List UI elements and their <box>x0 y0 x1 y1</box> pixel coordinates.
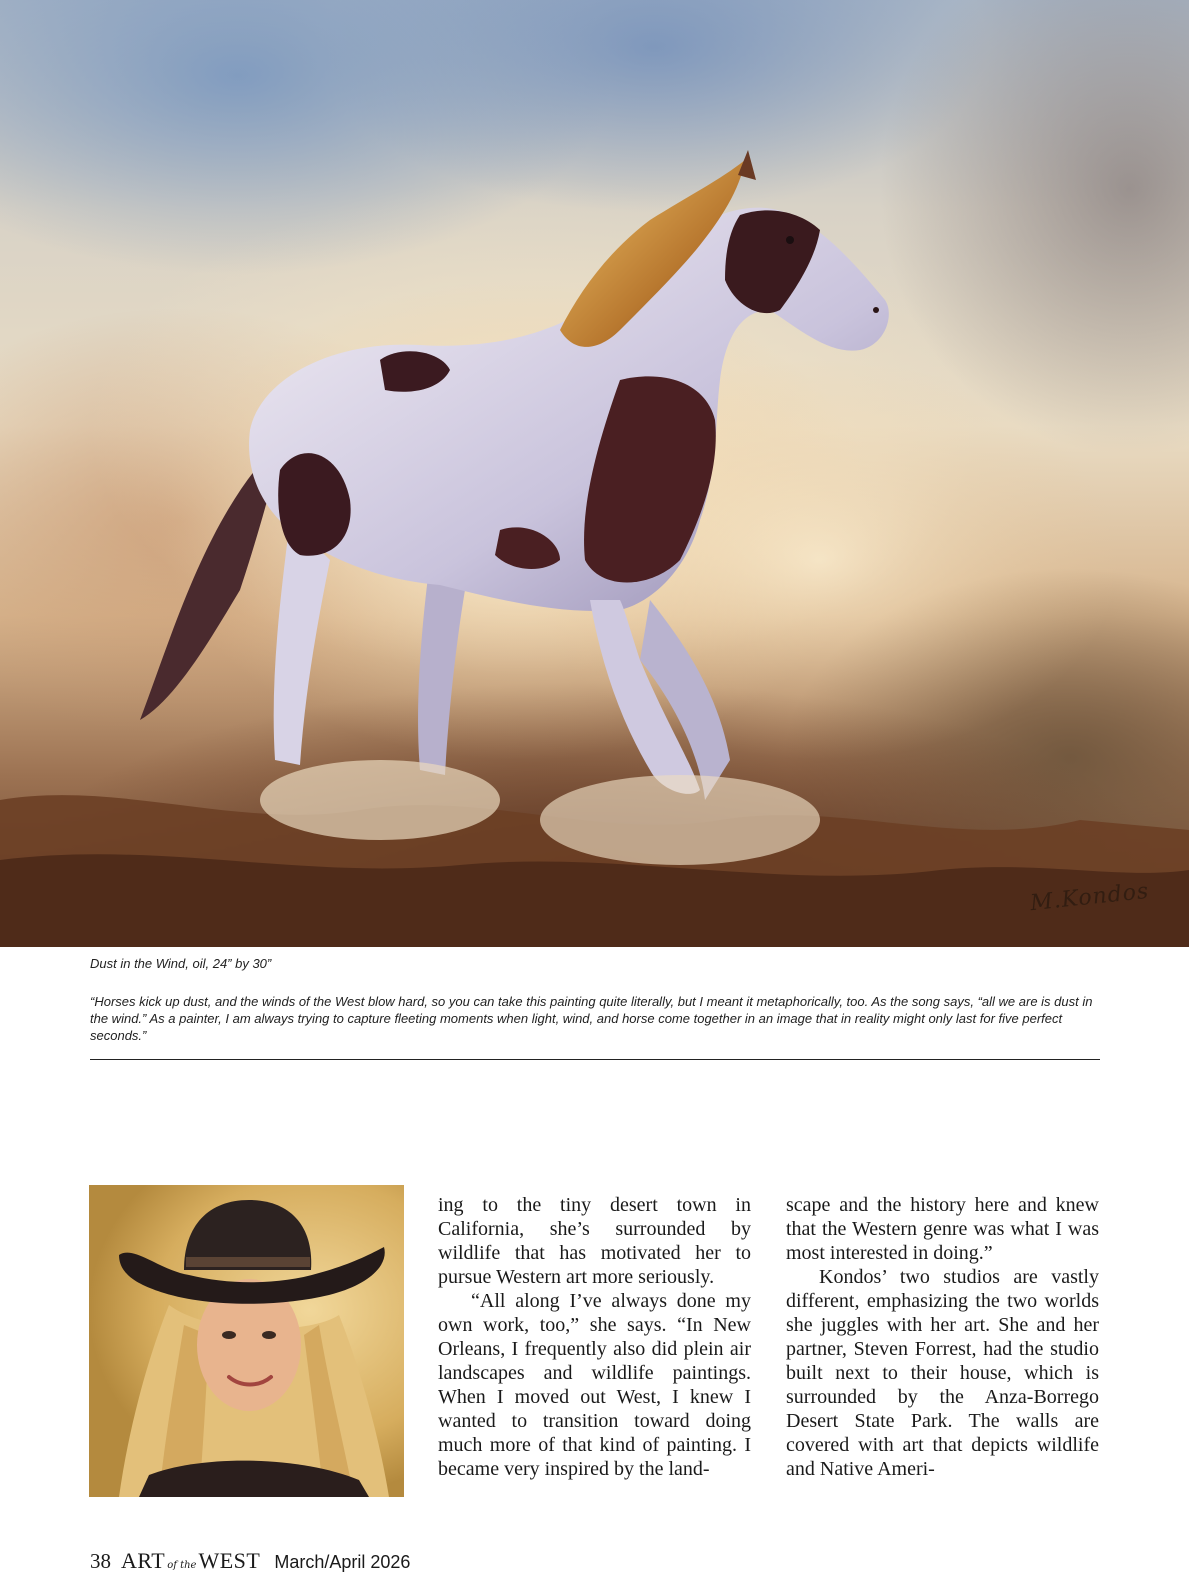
article-paragraph: “All along I’ve always done my own work, too,” she says. “In New Orleans, I frequently also did plein air landscapes and wildlife paintings. When I moved out West, I knew I wanted to transition toward doing much more of that kind of painting. I became very inspired by the land- <box>438 1290 751 1480</box>
article-paragraph: scape and the history here and knew that the Western genre was what I was most interested in doing.” <box>786 1194 1099 1264</box>
article-paragraph: Kondos’ two studios are vastly different, emphasizing the two worlds she juggles with her art. She and her partner, Steven Forrest, had the studio built next to their house, which is surrounded by the Anza-Borrego Desert State Park. The walls are covered with art that depicts wildlife and Native Ameri- <box>786 1266 1099 1480</box>
article-column-2 <box>786 1193 1099 1481</box>
caption-quote: “Horses kick up dust, and the winds of the West blow hard, so you can take this painting quite literally, but I meant it metaphorically, too. As the song says, “all we are is dust in the wind.” As a painter, I am always trying to capture fleeting moments when light, wind, and horse come together in an image that in reality might only last for five perfect seconds.” <box>90 994 1093 1043</box>
magazine-logo-of: of the <box>167 1560 197 1571</box>
magazine-logo-art: ART <box>121 1548 166 1573</box>
magazine-logo <box>121 1548 260 1574</box>
article-column-1 <box>438 1193 751 1481</box>
caption-title: Dust in the Wind, oil, 24” by 30” <box>90 956 272 971</box>
issue-date: March/April 2026 <box>274 1552 411 1572</box>
page-number: 38 <box>90 1549 111 1573</box>
caption-divider <box>90 1059 1100 1060</box>
magazine-logo-west: WEST <box>198 1548 261 1573</box>
artist-portrait <box>89 1185 404 1497</box>
portrait-illustration <box>89 1185 404 1497</box>
page-footer <box>90 1548 410 1576</box>
artist-signature: M.Kondos <box>1029 878 1151 917</box>
article-paragraph: ing to the tiny desert town in California, she’s surrounded by wildlife that has motivated her to pursue Western art more seriously. <box>438 1194 751 1288</box>
